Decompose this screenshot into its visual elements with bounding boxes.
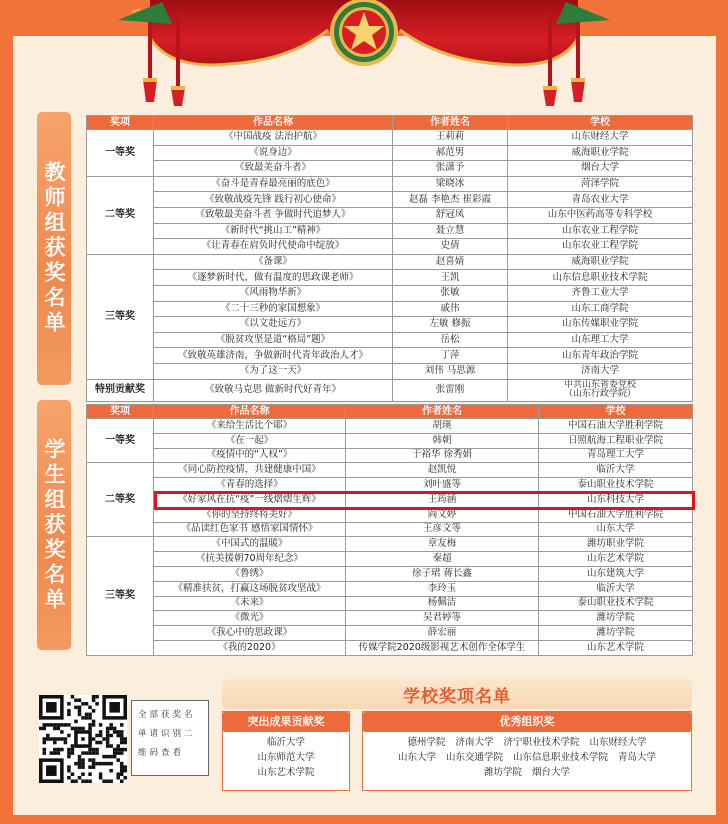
school-name: 济宁职业技术学院	[503, 737, 580, 748]
table-row	[87, 130, 693, 146]
school-row	[363, 765, 691, 780]
school-cell: 日照航海工程职业学院	[539, 433, 693, 448]
column-header: 作品名称	[154, 116, 393, 130]
star-emblem-icon	[330, 0, 398, 66]
table-row	[87, 223, 693, 239]
work-title-cell: 《奋斗是青春最亮丽的底色》	[154, 176, 393, 192]
table-row	[87, 207, 693, 223]
work-title-cell: 《风雨物华新》	[154, 285, 393, 301]
school-name: 山东艺术学院	[257, 767, 315, 778]
qr-note-line: 单请识别二	[138, 729, 196, 739]
qr-note-line: 维码查看	[138, 748, 185, 758]
school-cell: 泰山职业技术学院	[539, 478, 693, 493]
school-cell: 济南大学	[508, 363, 693, 379]
author-cell: 张敏	[393, 285, 508, 301]
work-title-cell: 《来给生活比个耶》	[154, 419, 346, 434]
school-name: 青岛大学	[618, 752, 657, 763]
author-cell: 王筠涵	[346, 492, 539, 507]
column-header: 作者姓名	[346, 405, 539, 419]
author-cell: 舒冠凤	[393, 207, 508, 223]
school-name: 临沂大学	[266, 737, 305, 748]
prize-cell: 特别贡献奖	[87, 379, 154, 401]
column-header: 作品名称	[154, 405, 346, 419]
author-cell: 章友梅	[346, 537, 539, 552]
school-cell: 菏泽学院	[508, 176, 693, 192]
table-row	[87, 192, 693, 208]
school-cell: 青岛理工大学	[539, 448, 693, 463]
author-cell: 张潇予	[393, 161, 508, 177]
curtain-decoration	[0, 0, 728, 110]
table-row	[87, 348, 693, 364]
school-cell: 山东青年政治学院	[508, 348, 693, 364]
author-cell: 聂立慧	[393, 223, 508, 239]
author-cell: 史倩	[393, 239, 508, 255]
school-cell: 威海职业学院	[508, 254, 693, 270]
teacher-award-table	[86, 115, 693, 402]
work-title-cell: 《以文赴远方》	[154, 317, 393, 333]
school-cell: 山东理工大学	[508, 332, 693, 348]
table-row	[87, 379, 693, 401]
work-title-cell: 《为了这一天》	[154, 363, 393, 379]
table-row	[87, 448, 693, 463]
school-name: 山东财经大学	[589, 737, 647, 748]
school-cell: 山东科技大学	[539, 492, 693, 507]
table-row	[87, 433, 693, 448]
table-row	[87, 566, 693, 581]
school-cell: 中国石油大学胜利学院	[539, 507, 693, 522]
table-row	[87, 239, 693, 255]
author-cell: 丁萍	[393, 348, 508, 364]
work-title-cell: 《我的2020》	[154, 640, 346, 655]
author-cell: 郝范男	[393, 145, 508, 161]
table-row	[87, 537, 693, 552]
prize-cell: 二等奖	[87, 463, 154, 537]
work-title-cell: 《微光》	[154, 611, 346, 626]
author-cell: 王莉莉	[393, 130, 508, 146]
school-name: 山东信息职业技术学院	[513, 752, 609, 763]
school-cell: 临沂大学	[539, 463, 693, 478]
student-section-title	[37, 400, 71, 650]
school-name: 烟台大学	[532, 767, 571, 778]
table-row	[87, 254, 693, 270]
qr-code-icon[interactable]	[39, 695, 127, 783]
work-title-cell: 《新时代“挑山工”精神》	[154, 223, 393, 239]
author-cell: 于裕华 徐秀娟	[346, 448, 539, 463]
school-name: 济南大学	[455, 737, 494, 748]
column-header: 奖项	[87, 116, 154, 130]
work-title-cell: 《精准扶贫，打赢这场脱贫攻坚战》	[154, 581, 346, 596]
school-awards-title-text: 学校奖项名单	[403, 686, 511, 707]
work-title-cell: 《致敬英雄济南，争做新时代青年政治人才》	[154, 348, 393, 364]
school-cell: 山东农业工程学院	[508, 223, 693, 239]
school-cell: 山东信息职业技术学院	[508, 270, 693, 286]
column-header: 作者姓名	[393, 116, 508, 130]
school-cell: 山东财经大学	[508, 130, 693, 146]
author-cell: 杨佩洁	[346, 596, 539, 611]
author-cell: 王彦文等	[346, 522, 539, 537]
work-title-cell: 《好家风在抗“疫”一线熠熠生辉》	[154, 492, 346, 507]
school-cell: 中共山东省委党校 （山东行政学院）	[508, 379, 693, 401]
author-cell: 赵凯悦	[346, 463, 539, 478]
school-name: 山东交通学院	[445, 752, 503, 763]
prize-cell: 三等奖	[87, 254, 154, 379]
qr-note	[131, 700, 209, 776]
table-row	[87, 611, 693, 626]
work-title-cell: 《说身边》	[154, 145, 393, 161]
school-name: 山东大学	[397, 752, 436, 763]
school-cell: 山东艺术学院	[539, 552, 693, 567]
author-cell: 刘伟 马思源	[393, 363, 508, 379]
table-row	[87, 161, 693, 177]
outstanding-award-title: 突出成果贡献奖	[223, 712, 349, 732]
prize-cell: 三等奖	[87, 537, 154, 655]
author-cell: 张雷刚	[393, 379, 508, 401]
table-row	[87, 419, 693, 434]
table-row	[87, 285, 693, 301]
qr-note-line: 全部获奖名	[138, 710, 196, 720]
table-row	[87, 301, 693, 317]
work-title-cell: 《致敬最美奋斗者 争做时代追梦人》	[154, 207, 393, 223]
school-cell: 中国石油大学胜利学院	[539, 419, 693, 434]
school-cell: 潍坊职业学院	[539, 537, 693, 552]
author-cell: 李玲玉	[346, 581, 539, 596]
table-row	[87, 463, 693, 478]
school-cell: 齐鲁工业大学	[508, 285, 693, 301]
author-cell: 左敏 修振	[393, 317, 508, 333]
school-cell: 临沂大学	[539, 581, 693, 596]
table-row	[87, 332, 693, 348]
author-cell: 王凯	[393, 270, 508, 286]
highlight-box	[154, 491, 695, 510]
school-row	[363, 750, 691, 765]
author-cell: 赵磊 李艳杰 崔彩霞	[393, 192, 508, 208]
author-cell: 传媒学院2020级影视艺术创作全体学生	[346, 640, 539, 655]
work-title-cell: 《鲁绣》	[154, 566, 346, 581]
school-cell: 山东艺术学院	[539, 640, 693, 655]
table-row	[87, 552, 693, 567]
school-cell: 青岛农业大学	[508, 192, 693, 208]
work-title-cell: 《你的坚持终将美好》	[154, 507, 346, 522]
school-row	[363, 735, 691, 750]
organization-award-box	[362, 711, 692, 791]
school-cell: 山东农业工程学院	[508, 239, 693, 255]
author-cell: 胡瑛	[346, 419, 539, 434]
school-name: 潍坊学院	[483, 767, 522, 778]
work-title-cell: 《致敬战疫先锋 践行初心使命》	[154, 192, 393, 208]
table-row	[87, 522, 693, 537]
work-title-cell: 《在一起》	[154, 433, 346, 448]
work-title-cell: 《中国式的温暖》	[154, 537, 346, 552]
work-title-cell: 《未来》	[154, 596, 346, 611]
work-title-cell: 《青春的选择》	[154, 478, 346, 493]
teacher-section-title	[37, 112, 71, 385]
column-header: 学校	[508, 116, 693, 130]
author-cell: 岳松	[393, 332, 508, 348]
table-row	[87, 640, 693, 655]
school-cell: 山东工商学院	[508, 301, 693, 317]
student-award-table	[86, 404, 693, 656]
work-title-cell: 《逐梦新时代，做有温度的思政课老师》	[154, 270, 393, 286]
school-cell: 山东大学	[539, 522, 693, 537]
table-row	[87, 317, 693, 333]
school-cell: 山东中医药高等专科学校	[508, 207, 693, 223]
work-title-cell: 《脱贫攻坚是道“格局”题》	[154, 332, 393, 348]
table-row	[87, 581, 693, 596]
table-row	[87, 626, 693, 641]
school-cell: 泰山职业技术学院	[539, 596, 693, 611]
author-cell: 梁晓冰	[393, 176, 508, 192]
prize-cell: 一等奖	[87, 130, 154, 177]
column-header: 学校	[539, 405, 693, 419]
column-header: 奖项	[87, 405, 154, 419]
table-row	[87, 270, 693, 286]
prize-cell: 二等奖	[87, 176, 154, 254]
table-row	[87, 363, 693, 379]
author-cell: 韩朝	[346, 433, 539, 448]
work-title-cell: 《致最美奋斗者》	[154, 161, 393, 177]
table-row	[87, 176, 693, 192]
work-title-cell: 《备课》	[154, 254, 393, 270]
work-title-cell: 《让青春在肩负时代使命中绽放》	[154, 239, 393, 255]
work-title-cell: 《致敬马克思 做新时代好青年》	[154, 379, 393, 401]
work-title-cell: 《同心防控疫情，共建健康中国》	[154, 463, 346, 478]
work-title-cell: 《抗美援朝70周年纪念》	[154, 552, 346, 567]
school-cell: 山东传媒职业学院	[508, 317, 693, 333]
prize-cell: 一等奖	[87, 419, 154, 463]
author-cell: 徐子珺 蒋长鑫	[346, 566, 539, 581]
work-title-cell: 《中国战疫 法治护航》	[154, 130, 393, 146]
school-cell: 威海职业学院	[508, 145, 693, 161]
work-title-cell: 《我心中的思政课》	[154, 626, 346, 641]
work-title-cell: 《疫情中的“人权”》	[154, 448, 346, 463]
school-cell: 潍坊学院	[539, 626, 693, 641]
author-cell: 吴君婷等	[346, 611, 539, 626]
work-title-cell: 《品读红色家书 感悟家国情怀》	[154, 522, 346, 537]
author-cell: 刘叶盛等	[346, 478, 539, 493]
author-cell: 阎文婷	[346, 507, 539, 522]
table-row	[87, 145, 693, 161]
school-cell: 潍坊学院	[539, 611, 693, 626]
school-cell: 山东建筑大学	[539, 566, 693, 581]
table-row	[87, 596, 693, 611]
school-name: 德州学院	[407, 737, 446, 748]
school-name: 山东师范大学	[257, 752, 315, 763]
author-cell: 戚伟	[393, 301, 508, 317]
outstanding-award-box	[222, 711, 350, 791]
school-cell: 烟台大学	[508, 161, 693, 177]
author-cell: 秦超	[346, 552, 539, 567]
student-title-text: 学生组获奖名单	[42, 437, 66, 613]
work-title-cell: 《二十三秒的家国想象》	[154, 301, 393, 317]
author-cell: 薛宏丽	[346, 626, 539, 641]
school-awards-title	[222, 679, 692, 709]
organization-award-title: 优秀组织奖	[363, 712, 691, 732]
author-cell: 赵喜婧	[393, 254, 508, 270]
teacher-title-text: 教师组获奖名单	[42, 161, 66, 336]
